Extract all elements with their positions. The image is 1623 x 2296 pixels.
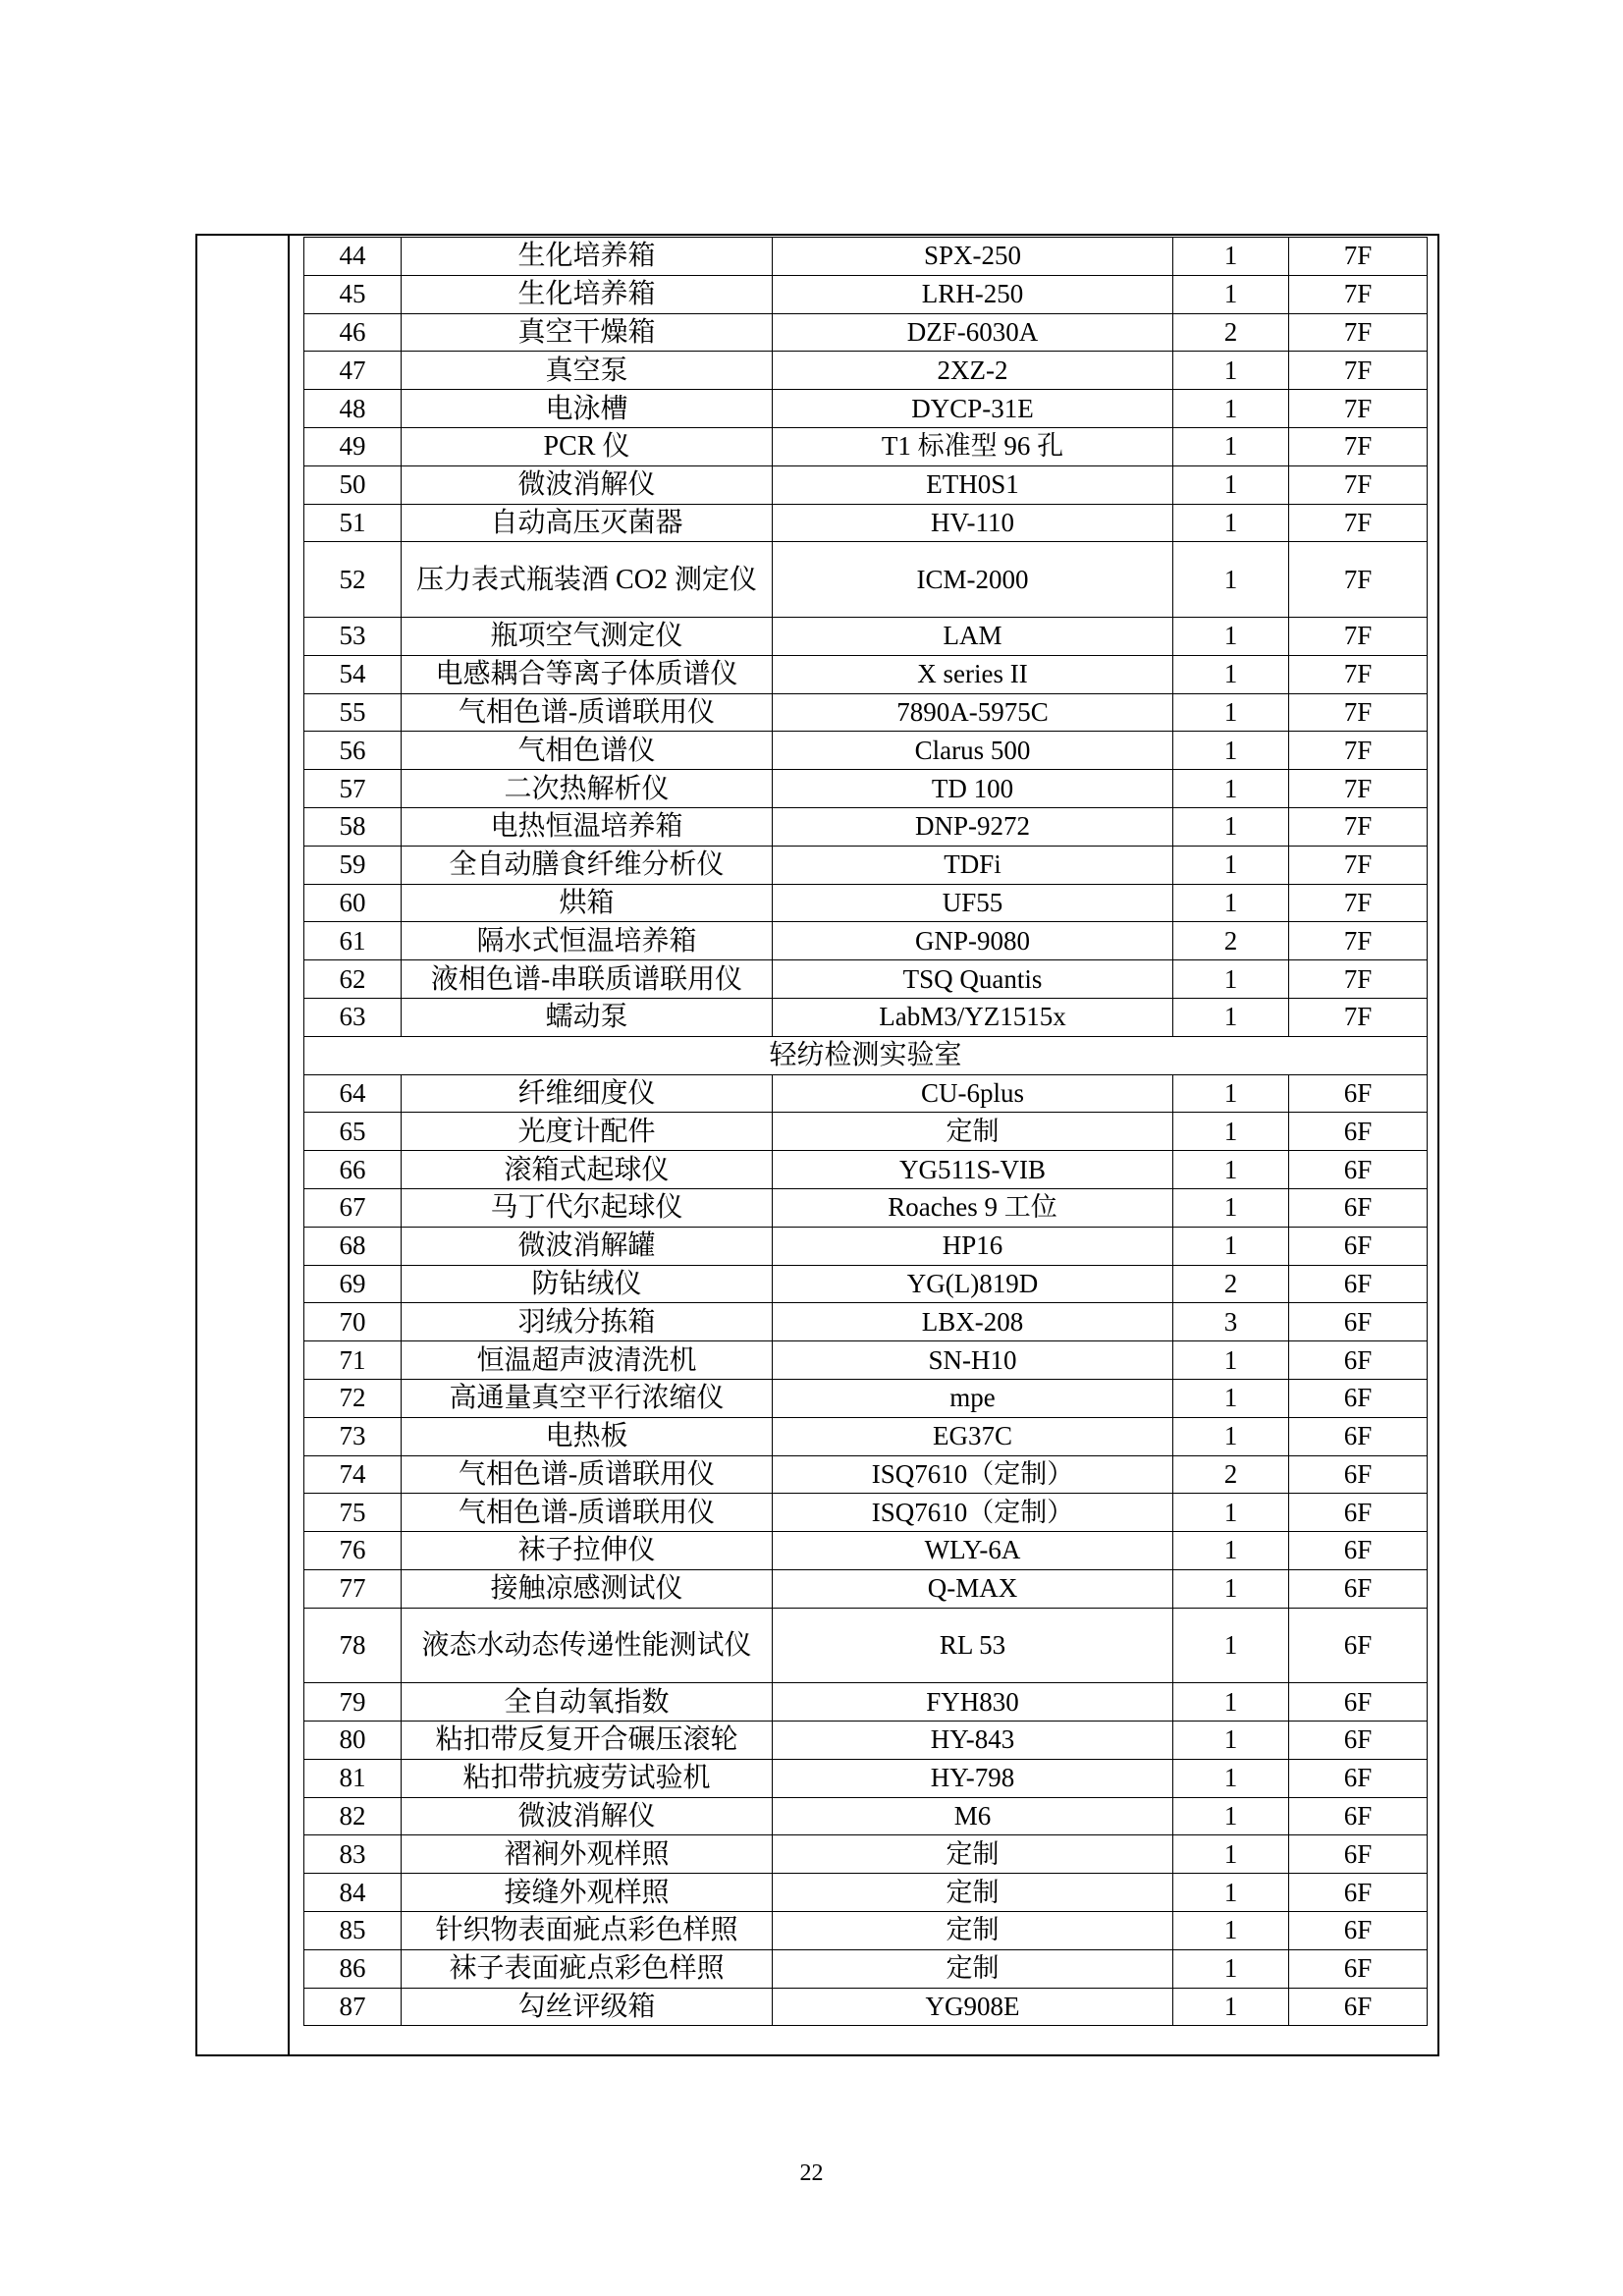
- model-cell: GNP-9080: [773, 922, 1173, 960]
- row-number-cell: 45: [304, 275, 402, 313]
- row-number-cell: 67: [304, 1188, 402, 1227]
- equipment-table: [303, 237, 1428, 2026]
- row-number-cell: 85: [304, 1912, 402, 1950]
- floor-cell: 6F: [1289, 1949, 1428, 1988]
- model-cell: YG908E: [773, 1988, 1173, 2026]
- quantity-cell: 1: [1173, 542, 1289, 618]
- row-number-cell: 58: [304, 807, 402, 846]
- table-row: [304, 960, 1428, 999]
- quantity-cell: 1: [1173, 617, 1289, 655]
- table-row: [304, 1759, 1428, 1797]
- model-cell: SN-H10: [773, 1341, 1173, 1380]
- model-cell: SPX-250: [773, 238, 1173, 276]
- quantity-cell: 1: [1173, 465, 1289, 504]
- model-cell: YG(L)819D: [773, 1265, 1173, 1303]
- quantity-cell: 1: [1173, 1949, 1289, 1988]
- table-row: [304, 275, 1428, 313]
- equipment-rows-top: [304, 238, 1428, 1037]
- quantity-cell: 1: [1173, 960, 1289, 999]
- model-cell: LBX-208: [773, 1303, 1173, 1341]
- equipment-name-cell: 微波消解仪: [402, 465, 773, 504]
- model-cell: LabM3/YZ1515x: [773, 998, 1173, 1036]
- quantity-cell: 1: [1173, 504, 1289, 542]
- row-number-cell: 81: [304, 1759, 402, 1797]
- table-row: [304, 1188, 1428, 1227]
- floor-cell: 6F: [1289, 1494, 1428, 1532]
- quantity-cell: 1: [1173, 1608, 1289, 1683]
- row-number-cell: 66: [304, 1151, 402, 1189]
- table-row: [304, 352, 1428, 390]
- table-row: [304, 1379, 1428, 1417]
- table-row: [304, 1341, 1428, 1380]
- table-row: [304, 1949, 1428, 1988]
- equipment-name-cell: 气相色谱-质谱联用仪: [402, 1455, 773, 1494]
- row-number-cell: 71: [304, 1341, 402, 1380]
- equipment-name-cell: 气相色谱仪: [402, 732, 773, 770]
- quantity-cell: 3: [1173, 1303, 1289, 1341]
- table-row: [304, 1683, 1428, 1722]
- floor-cell: 6F: [1289, 1303, 1428, 1341]
- floor-cell: 7F: [1289, 998, 1428, 1036]
- equipment-name-cell: 烘箱: [402, 884, 773, 922]
- table-row: [304, 390, 1428, 428]
- section-row-group: [304, 1036, 1428, 1074]
- left-column-divider: [288, 234, 290, 2056]
- quantity-cell: 2: [1173, 313, 1289, 352]
- equipment-name-cell: 生化培养箱: [402, 238, 773, 276]
- equipment-name-cell: 电感耦合等离子体质谱仪: [402, 655, 773, 693]
- model-cell: ISQ7610（定制）: [773, 1494, 1173, 1532]
- model-cell: LRH-250: [773, 275, 1173, 313]
- table-row: [304, 770, 1428, 808]
- row-number-cell: 75: [304, 1494, 402, 1532]
- floor-cell: 6F: [1289, 1188, 1428, 1227]
- floor-cell: 7F: [1289, 655, 1428, 693]
- table-row: [304, 1113, 1428, 1151]
- quantity-cell: 1: [1173, 275, 1289, 313]
- table-row: [304, 1912, 1428, 1950]
- table-row: [304, 732, 1428, 770]
- table-row: [304, 1569, 1428, 1608]
- model-cell: Q-MAX: [773, 1569, 1173, 1608]
- floor-cell: 7F: [1289, 770, 1428, 808]
- equipment-rows-bottom: [304, 1074, 1428, 2026]
- row-number-cell: 46: [304, 313, 402, 352]
- floor-cell: 6F: [1289, 1683, 1428, 1722]
- equipment-name-cell: 勾丝评级箱: [402, 1988, 773, 2026]
- equipment-name-cell: 接触凉感测试仪: [402, 1569, 773, 1608]
- floor-cell: 6F: [1289, 1722, 1428, 1760]
- equipment-name-cell: 纤维细度仪: [402, 1074, 773, 1113]
- model-cell: Clarus 500: [773, 732, 1173, 770]
- row-number-cell: 87: [304, 1988, 402, 2026]
- floor-cell: 6F: [1289, 1265, 1428, 1303]
- row-number-cell: 86: [304, 1949, 402, 1988]
- quantity-cell: 1: [1173, 846, 1289, 884]
- quantity-cell: 1: [1173, 1722, 1289, 1760]
- quantity-cell: 1: [1173, 693, 1289, 732]
- model-cell: HY-843: [773, 1722, 1173, 1760]
- table-row: [304, 542, 1428, 618]
- floor-cell: 6F: [1289, 1151, 1428, 1189]
- floor-cell: 6F: [1289, 1532, 1428, 1570]
- equipment-name-cell: 防钻绒仪: [402, 1265, 773, 1303]
- section-title: 轻纺检测实验室: [304, 1036, 1428, 1074]
- row-number-cell: 48: [304, 390, 402, 428]
- model-cell: TDFi: [773, 846, 1173, 884]
- table-row: [304, 313, 1428, 352]
- table-row: [304, 1265, 1428, 1303]
- equipment-name-cell: 真空泵: [402, 352, 773, 390]
- table-row: [304, 884, 1428, 922]
- equipment-name-cell: 微波消解罐: [402, 1227, 773, 1265]
- table-row: [304, 1874, 1428, 1912]
- floor-cell: 7F: [1289, 693, 1428, 732]
- quantity-cell: 1: [1173, 352, 1289, 390]
- row-number-cell: 69: [304, 1265, 402, 1303]
- quantity-cell: 1: [1173, 1113, 1289, 1151]
- table-row: [304, 1835, 1428, 1874]
- equipment-name-cell: 微波消解仪: [402, 1797, 773, 1835]
- equipment-name-cell: 恒温超声波清洗机: [402, 1341, 773, 1380]
- floor-cell: 7F: [1289, 504, 1428, 542]
- floor-cell: 6F: [1289, 1835, 1428, 1874]
- model-cell: RL 53: [773, 1608, 1173, 1683]
- equipment-name-cell: 压力表式瓶装酒 CO2 测定仪: [402, 542, 773, 618]
- floor-cell: 7F: [1289, 465, 1428, 504]
- model-cell: 2XZ-2: [773, 352, 1173, 390]
- quantity-cell: 1: [1173, 884, 1289, 922]
- equipment-name-cell: 袜子拉伸仪: [402, 1532, 773, 1570]
- model-cell: ICM-2000: [773, 542, 1173, 618]
- floor-cell: 6F: [1289, 1379, 1428, 1417]
- floor-cell: 7F: [1289, 275, 1428, 313]
- model-cell: T1 标准型 96 孔: [773, 427, 1173, 465]
- row-number-cell: 83: [304, 1835, 402, 1874]
- table-row: [304, 427, 1428, 465]
- model-cell: UF55: [773, 884, 1173, 922]
- equipment-name-cell: 自动高压灭菌器: [402, 504, 773, 542]
- quantity-cell: 1: [1173, 390, 1289, 428]
- floor-cell: 6F: [1289, 1874, 1428, 1912]
- floor-cell: 7F: [1289, 922, 1428, 960]
- table-row: [304, 238, 1428, 276]
- floor-cell: 6F: [1289, 1569, 1428, 1608]
- row-number-cell: 61: [304, 922, 402, 960]
- floor-cell: 7F: [1289, 960, 1428, 999]
- row-number-cell: 51: [304, 504, 402, 542]
- table-row: [304, 807, 1428, 846]
- equipment-name-cell: 接缝外观样照: [402, 1874, 773, 1912]
- table-row: [304, 465, 1428, 504]
- row-number-cell: 64: [304, 1074, 402, 1113]
- quantity-cell: 1: [1173, 1151, 1289, 1189]
- table-row: [304, 1494, 1428, 1532]
- floor-cell: 7F: [1289, 238, 1428, 276]
- table-row: [304, 1988, 1428, 2026]
- equipment-name-cell: 全自动氧指数: [402, 1683, 773, 1722]
- floor-cell: 7F: [1289, 846, 1428, 884]
- model-cell: LAM: [773, 617, 1173, 655]
- quantity-cell: 1: [1173, 998, 1289, 1036]
- floor-cell: 7F: [1289, 732, 1428, 770]
- row-number-cell: 63: [304, 998, 402, 1036]
- equipment-name-cell: 高通量真空平行浓缩仪: [402, 1379, 773, 1417]
- floor-cell: 6F: [1289, 1227, 1428, 1265]
- quantity-cell: 1: [1173, 1988, 1289, 2026]
- quantity-cell: 1: [1173, 1379, 1289, 1417]
- table-row: [304, 655, 1428, 693]
- table-row: [304, 1797, 1428, 1835]
- floor-cell: 7F: [1289, 313, 1428, 352]
- quantity-cell: 2: [1173, 1265, 1289, 1303]
- floor-cell: 7F: [1289, 884, 1428, 922]
- quantity-cell: 1: [1173, 1341, 1289, 1380]
- model-cell: WLY-6A: [773, 1532, 1173, 1570]
- equipment-name-cell: 光度计配件: [402, 1113, 773, 1151]
- equipment-name-cell: 电泳槽: [402, 390, 773, 428]
- quantity-cell: 1: [1173, 807, 1289, 846]
- model-cell: DYCP-31E: [773, 390, 1173, 428]
- quantity-cell: 1: [1173, 770, 1289, 808]
- table-row: [304, 1227, 1428, 1265]
- table-row: [304, 617, 1428, 655]
- row-number-cell: 79: [304, 1683, 402, 1722]
- quantity-cell: 1: [1173, 1912, 1289, 1950]
- table-row: [304, 1303, 1428, 1341]
- table-row: [304, 693, 1428, 732]
- model-cell: CU-6plus: [773, 1074, 1173, 1113]
- model-cell: ISQ7610（定制）: [773, 1455, 1173, 1494]
- equipment-name-cell: 羽绒分拣箱: [402, 1303, 773, 1341]
- equipment-name-cell: 电热恒温培养箱: [402, 807, 773, 846]
- equipment-name-cell: 粘扣带反复开合碾压滚轮: [402, 1722, 773, 1760]
- model-cell: 定制: [773, 1835, 1173, 1874]
- floor-cell: 6F: [1289, 1074, 1428, 1113]
- floor-cell: 6F: [1289, 1759, 1428, 1797]
- equipment-name-cell: 粘扣带抗疲劳试验机: [402, 1759, 773, 1797]
- equipment-name-cell: 马丁代尔起球仪: [402, 1188, 773, 1227]
- row-number-cell: 54: [304, 655, 402, 693]
- row-number-cell: 84: [304, 1874, 402, 1912]
- quantity-cell: 1: [1173, 427, 1289, 465]
- model-cell: YG511S-VIB: [773, 1151, 1173, 1189]
- floor-cell: 7F: [1289, 807, 1428, 846]
- model-cell: TD 100: [773, 770, 1173, 808]
- quantity-cell: 1: [1173, 1569, 1289, 1608]
- model-cell: HY-798: [773, 1759, 1173, 1797]
- table-row: [304, 504, 1428, 542]
- row-number-cell: 77: [304, 1569, 402, 1608]
- model-cell: FYH830: [773, 1683, 1173, 1722]
- quantity-cell: 1: [1173, 1759, 1289, 1797]
- row-number-cell: 50: [304, 465, 402, 504]
- quantity-cell: 1: [1173, 238, 1289, 276]
- floor-cell: 6F: [1289, 1455, 1428, 1494]
- table-row: [304, 1722, 1428, 1760]
- model-cell: EG37C: [773, 1417, 1173, 1455]
- equipment-name-cell: 气相色谱-质谱联用仪: [402, 1494, 773, 1532]
- equipment-name-cell: 液相色谱-串联质谱联用仪: [402, 960, 773, 999]
- floor-cell: 7F: [1289, 427, 1428, 465]
- model-cell: Roaches 9 工位: [773, 1188, 1173, 1227]
- equipment-name-cell: 电热板: [402, 1417, 773, 1455]
- row-number-cell: 72: [304, 1379, 402, 1417]
- row-number-cell: 52: [304, 542, 402, 618]
- floor-cell: 6F: [1289, 1113, 1428, 1151]
- equipment-name-cell: 袜子表面疵点彩色样照: [402, 1949, 773, 1988]
- row-number-cell: 55: [304, 693, 402, 732]
- table-row: [304, 1074, 1428, 1113]
- row-number-cell: 57: [304, 770, 402, 808]
- equipment-name-cell: 液态水动态传递性能测试仪: [402, 1608, 773, 1683]
- quantity-cell: 2: [1173, 1455, 1289, 1494]
- model-cell: 定制: [773, 1874, 1173, 1912]
- equipment-name-cell: 全自动膳食纤维分析仪: [402, 846, 773, 884]
- floor-cell: 7F: [1289, 390, 1428, 428]
- row-number-cell: 82: [304, 1797, 402, 1835]
- model-cell: 定制: [773, 1912, 1173, 1950]
- equipment-name-cell: 气相色谱-质谱联用仪: [402, 693, 773, 732]
- floor-cell: 6F: [1289, 1988, 1428, 2026]
- quantity-cell: 1: [1173, 1683, 1289, 1722]
- row-number-cell: 59: [304, 846, 402, 884]
- row-number-cell: 65: [304, 1113, 402, 1151]
- equipment-name-cell: 滚箱式起球仪: [402, 1151, 773, 1189]
- table-row: [304, 846, 1428, 884]
- table-row: [304, 1532, 1428, 1570]
- equipment-name-cell: 褶裥外观样照: [402, 1835, 773, 1874]
- floor-cell: 6F: [1289, 1417, 1428, 1455]
- floor-cell: 7F: [1289, 542, 1428, 618]
- page-number: 22: [799, 2160, 824, 2186]
- equipment-name-cell: 真空干燥箱: [402, 313, 773, 352]
- quantity-cell: 1: [1173, 1074, 1289, 1113]
- equipment-name-cell: 二次热解析仪: [402, 770, 773, 808]
- floor-cell: 7F: [1289, 617, 1428, 655]
- model-cell: ETH0S1: [773, 465, 1173, 504]
- row-number-cell: 80: [304, 1722, 402, 1760]
- quantity-cell: 1: [1173, 655, 1289, 693]
- model-cell: mpe: [773, 1379, 1173, 1417]
- row-number-cell: 60: [304, 884, 402, 922]
- table-row: [304, 1417, 1428, 1455]
- row-number-cell: 76: [304, 1532, 402, 1570]
- quantity-cell: 1: [1173, 1532, 1289, 1570]
- table-row: [304, 922, 1428, 960]
- equipment-name-cell: PCR 仪: [402, 427, 773, 465]
- quantity-cell: 1: [1173, 1835, 1289, 1874]
- floor-cell: 6F: [1289, 1341, 1428, 1380]
- row-number-cell: 44: [304, 238, 402, 276]
- quantity-cell: 1: [1173, 1874, 1289, 1912]
- model-cell: 7890A-5975C: [773, 693, 1173, 732]
- quantity-cell: 1: [1173, 1417, 1289, 1455]
- row-number-cell: 56: [304, 732, 402, 770]
- quantity-cell: 1: [1173, 1494, 1289, 1532]
- model-cell: TSQ Quantis: [773, 960, 1173, 999]
- table-row: [304, 1608, 1428, 1683]
- row-number-cell: 47: [304, 352, 402, 390]
- floor-cell: 6F: [1289, 1608, 1428, 1683]
- model-cell: M6: [773, 1797, 1173, 1835]
- quantity-cell: 1: [1173, 732, 1289, 770]
- floor-cell: 6F: [1289, 1797, 1428, 1835]
- equipment-name-cell: 针织物表面疵点彩色样照: [402, 1912, 773, 1950]
- model-cell: X series II: [773, 655, 1173, 693]
- equipment-name-cell: 隔水式恒温培养箱: [402, 922, 773, 960]
- quantity-cell: 1: [1173, 1227, 1289, 1265]
- quantity-cell: 1: [1173, 1797, 1289, 1835]
- model-cell: DZF-6030A: [773, 313, 1173, 352]
- floor-cell: 7F: [1289, 352, 1428, 390]
- table-row: [304, 998, 1428, 1036]
- quantity-cell: 2: [1173, 922, 1289, 960]
- model-cell: 定制: [773, 1949, 1173, 1988]
- table-row: [304, 1455, 1428, 1494]
- model-cell: 定制: [773, 1113, 1173, 1151]
- equipment-name-cell: 蠕动泵: [402, 998, 773, 1036]
- model-cell: DNP-9272: [773, 807, 1173, 846]
- equipment-name-cell: 生化培养箱: [402, 275, 773, 313]
- row-number-cell: 49: [304, 427, 402, 465]
- section-header-row: [304, 1036, 1428, 1074]
- row-number-cell: 70: [304, 1303, 402, 1341]
- row-number-cell: 53: [304, 617, 402, 655]
- row-number-cell: 78: [304, 1608, 402, 1683]
- row-number-cell: 62: [304, 960, 402, 999]
- model-cell: HV-110: [773, 504, 1173, 542]
- equipment-name-cell: 瓶项空气测定仪: [402, 617, 773, 655]
- table-row: [304, 1151, 1428, 1189]
- row-number-cell: 74: [304, 1455, 402, 1494]
- row-number-cell: 68: [304, 1227, 402, 1265]
- row-number-cell: 73: [304, 1417, 402, 1455]
- model-cell: HP16: [773, 1227, 1173, 1265]
- floor-cell: 6F: [1289, 1912, 1428, 1950]
- quantity-cell: 1: [1173, 1188, 1289, 1227]
